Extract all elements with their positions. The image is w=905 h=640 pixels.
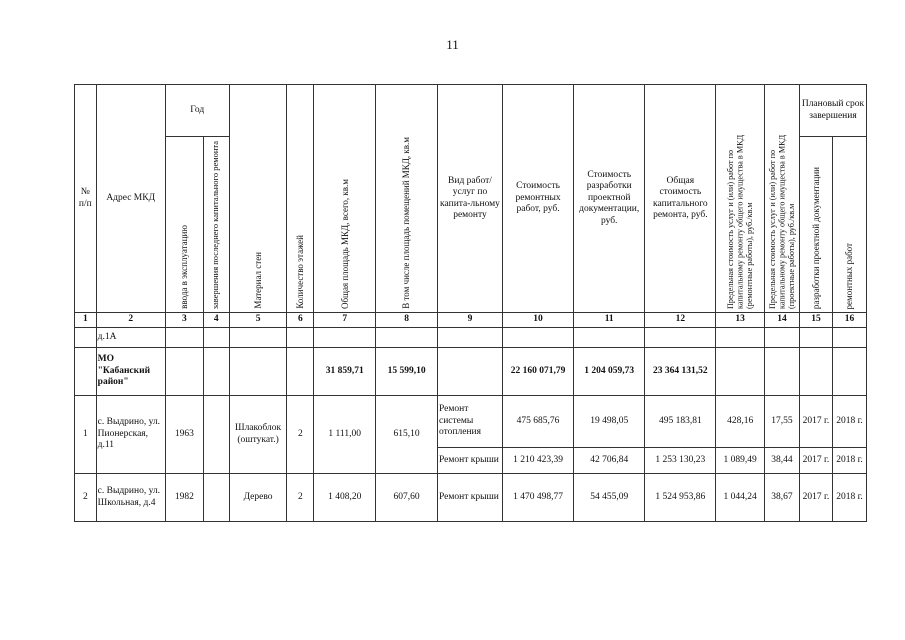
header-premises-area: В том числе площадь помещений МКД, кв.м (376, 85, 438, 313)
design-cost: 19 498,05 (574, 396, 645, 448)
repair-cost: 475 685,76 (502, 396, 573, 448)
header-floors: Количество этажей (287, 85, 314, 313)
header-address: Адрес МКД (96, 85, 165, 313)
work-type: Ремонт крыши (438, 474, 503, 522)
col-num: 4 (203, 313, 229, 328)
work-type: Ремонт системы отопления (438, 396, 503, 448)
total-cost: 495 183,81 (645, 396, 716, 448)
col-num: 11 (574, 313, 645, 328)
col-num: 6 (287, 313, 314, 328)
plan-design: 2017 г. (799, 448, 832, 474)
header-num: № п/п (75, 85, 97, 313)
continuation-row (75, 328, 867, 348)
header-year-commission: ввода в эксплуатацию (165, 137, 203, 313)
plan-design: 2017 г. (799, 396, 832, 448)
col-num: 5 (229, 313, 287, 328)
header-plan-repair: ремонтных работ (832, 137, 866, 313)
limit-repair: 428,16 (716, 396, 764, 448)
plan-repair: 2018 г. (832, 474, 866, 522)
row-wall-material: Шлакоблок (оштукат.) (229, 396, 287, 474)
header-limit-design: Предельная стоимость услуг и (или) работ по капитальному ремонту общего имущества в МКД (проектные работы), руб./кв.м (764, 85, 799, 313)
repair-cost: 1 470 498,77 (502, 474, 573, 522)
limit-repair: 1 044,24 (716, 474, 764, 522)
row-total-area: 1 111,00 (314, 396, 376, 474)
row-wall-material: Дерево (229, 474, 287, 522)
header-plan-deadline: Плановый срок завершения (799, 85, 866, 137)
col-num: 7 (314, 313, 376, 328)
col-num: 15 (799, 313, 832, 328)
row-address: с. Выдрино, ул. Школьная, д.4 (96, 474, 165, 522)
col-num: 10 (502, 313, 573, 328)
col-num: 2 (96, 313, 165, 328)
row-total-area: 1 408,20 (314, 474, 376, 522)
summary-total-area: 31 859,71 (314, 348, 376, 396)
row-num: 2 (75, 474, 97, 522)
row-premises-area: 607,60 (376, 474, 438, 522)
col-num: 3 (165, 313, 203, 328)
header-total-area: Общая площадь МКД, всего, кв.м (314, 85, 376, 313)
header-design-cost: Стоимость разработки проектной документации, руб. (574, 85, 645, 313)
plan-design: 2017 г. (799, 474, 832, 522)
summary-address: МО "Кабанский район" (96, 348, 165, 396)
address-cell: д.1А (96, 328, 165, 348)
header-wall-material: Материал стен (229, 85, 287, 313)
header-year: Год (165, 85, 229, 137)
row-num: 1 (75, 396, 97, 474)
total-cost: 1 253 130,23 (645, 448, 716, 474)
header-work-type: Вид работ/ услуг по капита-льному ремонту (438, 85, 503, 313)
column-number-row (75, 313, 867, 328)
col-num: 12 (645, 313, 716, 328)
total-cost: 1 524 953,86 (645, 474, 716, 522)
summary-design-cost: 1 204 059,73 (574, 348, 645, 396)
row-year-last-repair (203, 396, 229, 474)
row-year-commission: 1963 (165, 396, 203, 474)
col-num: 13 (716, 313, 764, 328)
summary-row (75, 348, 867, 396)
summary-total-cost: 23 364 131,52 (645, 348, 716, 396)
row-address: с. Выдрино, ул. Пионерская, д.11 (96, 396, 165, 474)
col-num: 8 (376, 313, 438, 328)
col-num: 16 (832, 313, 866, 328)
header-limit-repair: Предельная стоимость услуг и (или) работ по капитальному ремонту общего имущества в МКД (ремонтные работы), руб./кв.м (716, 85, 764, 313)
design-cost: 54 455,09 (574, 474, 645, 522)
plan-repair: 2018 г. (832, 448, 866, 474)
limit-design: 38,44 (764, 448, 799, 474)
row-premises-area: 615,10 (376, 396, 438, 474)
limit-design: 17,55 (764, 396, 799, 448)
work-type: Ремонт крыши (438, 448, 503, 474)
limit-repair: 1 089,49 (716, 448, 764, 474)
summary-repair-cost: 22 160 071,79 (502, 348, 573, 396)
header-total-cost: Общая стоимость капитального ремонта, руб. (645, 85, 716, 313)
row-year-last-repair (203, 474, 229, 522)
repair-cost: 1 210 423,39 (502, 448, 573, 474)
design-cost: 42 706,84 (574, 448, 645, 474)
col-num: 9 (438, 313, 503, 328)
limit-design: 38,67 (764, 474, 799, 522)
plan-repair: 2018 г. (832, 396, 866, 448)
header-plan-design: разработки проектной документации (799, 137, 832, 313)
header-repair-cost: Стоимость ремонтных работ, руб. (502, 85, 573, 313)
row-floors: 2 (287, 396, 314, 474)
repair-program-table (74, 84, 867, 522)
row-floors: 2 (287, 474, 314, 522)
col-num: 14 (764, 313, 799, 328)
table-row (75, 396, 867, 448)
page-number: 11 (446, 37, 459, 52)
summary-premises-area: 15 599,10 (376, 348, 438, 396)
row-year-commission: 1982 (165, 474, 203, 522)
table-row (75, 474, 867, 522)
col-num: 1 (75, 313, 97, 328)
header-year-last-repair: завершения последнего капитального ремонта (203, 137, 229, 313)
